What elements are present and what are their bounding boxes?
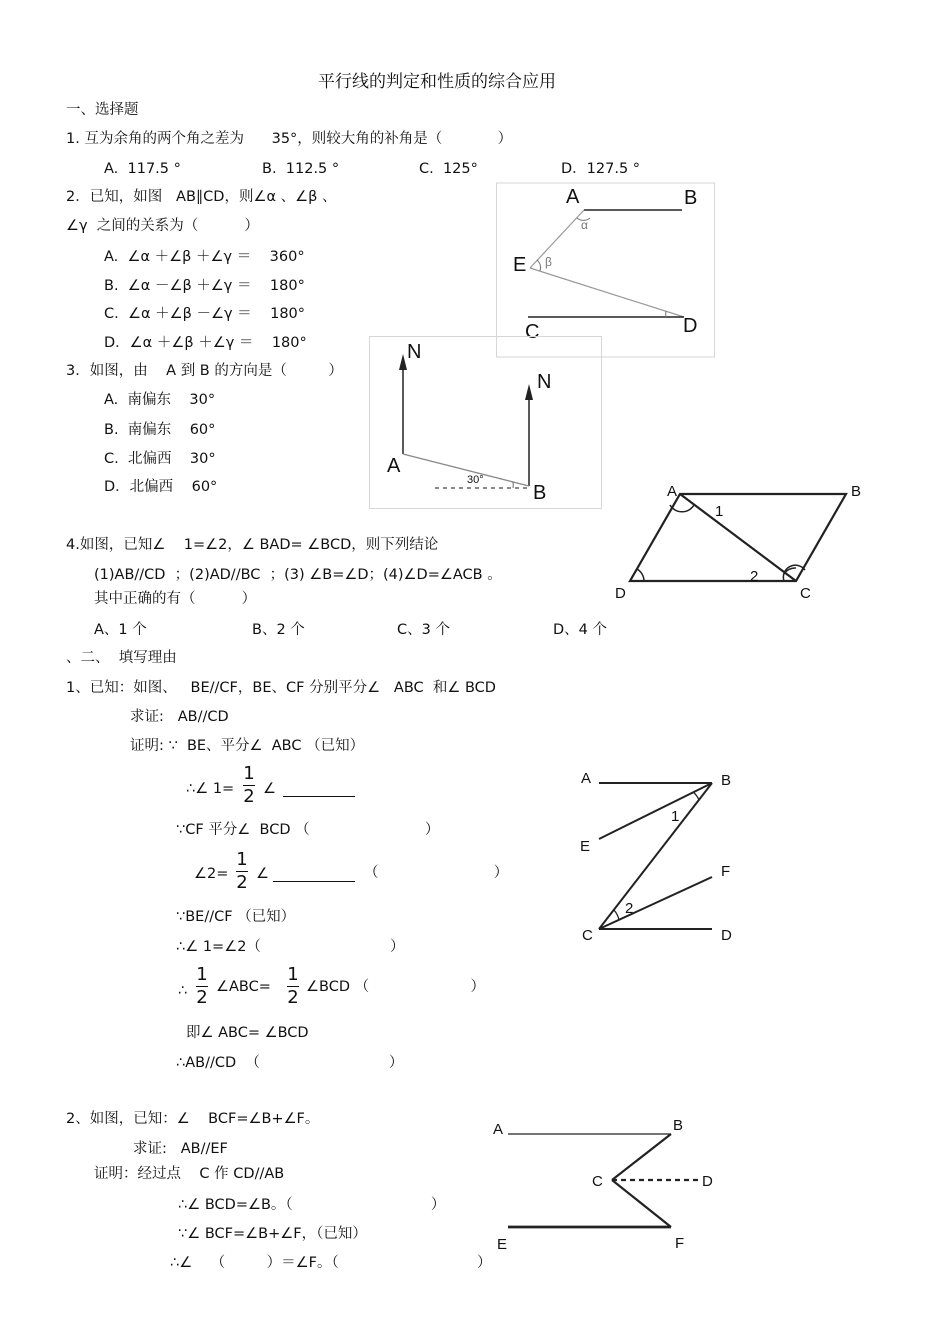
q4-stem: 4.如图，已知∠ 1=∠2，∠ BAD= ∠BCD，则下列结论 (66, 537, 439, 553)
q4-option-c: C、3 个 (397, 622, 450, 638)
section-heading-choice: 一、选择题 (66, 102, 139, 118)
q2-option-b: B. ∠α －∠β ＋∠γ ＝ 180° (104, 278, 305, 294)
q1-option-c: C. 125° (419, 161, 478, 177)
p1-label-f: F (721, 863, 731, 880)
q2-label-c: C (525, 321, 540, 343)
q4-label-2: 2 (750, 568, 759, 585)
p1-step1-prefix: ∴∠ 1= (186, 781, 235, 797)
p2-label-b: B (673, 1117, 684, 1134)
q2-stem-line1: 2．已知，如图 AB∥CD，则∠α 、∠β 、 (66, 189, 337, 205)
p2-stem: 2、如图，已知：∠ BCF=∠B+∠F。 (66, 1111, 320, 1127)
p1-step1-angle: ∠ (263, 781, 276, 797)
p1-label-e: E (580, 838, 591, 855)
q2-option-d: D．∠α ＋∠β ＋∠γ ＝ 180° (104, 335, 307, 351)
q3-label-n-left: N (407, 341, 422, 363)
q2-option-a: A. ∠α ＋∠β ＋∠γ ＝ 360° (104, 249, 305, 265)
p1-step3-reason: （ ） (364, 865, 509, 881)
q4-figure (610, 478, 870, 608)
q2-label-e: E (513, 254, 527, 276)
p1-step6-middle: ∠ABC= (216, 979, 271, 995)
p1-step6-half-right: 1 2 (287, 964, 299, 1008)
p1-label-2: 2 (625, 900, 634, 917)
q2-label-b: B (684, 187, 698, 209)
p2-label-a: A (493, 1121, 504, 1138)
q3-option-c: C. 北偏西 30° (104, 451, 216, 467)
p2-step1: ∴∠ BCD=∠B。（ ） (178, 1197, 446, 1213)
p1-step3-angle: ∠ (256, 866, 269, 882)
q3-label-a: A (387, 455, 401, 477)
q3-label-n-right: N (537, 371, 552, 393)
p1-label-1: 1 (671, 808, 680, 825)
p1-step6-prefix: ∴ (178, 983, 188, 999)
p1-stem: 1、已知：如图、 BE//CF，BE、CF 分别平分∠ ABC 和∠ BCD (66, 680, 496, 696)
page-title: 平行线的判定和性质的综合应用 (318, 72, 556, 92)
p1-step1-half: 1 2 (243, 763, 255, 807)
q4-ask: 其中正确的有（ ） (94, 591, 257, 607)
p1-step3-blank[interactable] (273, 881, 355, 882)
q3-option-b: B. 南偏东 60° (104, 422, 216, 438)
q3-option-a: A. 南偏东 30° (104, 392, 216, 408)
q2-option-c: C. ∠α ＋∠β －∠γ ＝ 180° (104, 306, 306, 322)
q1-stem: 1. 互为余角的两个角之差为 35°，则较大角的补角是（ ） (66, 131, 513, 147)
p1-figure (575, 763, 745, 948)
p1-step3-half: 1 2 (236, 849, 248, 893)
p1-step1-blank[interactable] (283, 796, 355, 797)
p1-step6-half-left: 1 2 (196, 964, 208, 1008)
p2-prove: 求证: AB//EF (133, 1141, 228, 1157)
q2-stem-line2: ∠γ 之间的关系为（ ） (66, 218, 259, 234)
q4-option-a: A、1 个 (94, 622, 147, 638)
q2-label-a: A (566, 186, 580, 208)
q4-option-d: D、4 个 (553, 622, 607, 638)
p2-step2: ∵∠ BCF=∠B+∠F，（已知） (178, 1226, 367, 1242)
q4-label-1: 1 (715, 503, 724, 520)
p1-prove: 求证: AB//CD (130, 709, 229, 725)
p1-step5: ∴∠ 1=∠2（ ） (176, 939, 405, 955)
q1-option-b: B. 112.5 ° (262, 161, 340, 177)
p2-figure (490, 1112, 720, 1257)
q3-stem: 3．如图，由 A 到 B 的方向是（ ） (66, 363, 343, 379)
p1-step6-suffix: ∠BCD （ ） (306, 979, 485, 995)
p1-step7: 即∠ ABC= ∠BCD (186, 1025, 309, 1041)
q3-figure (369, 336, 603, 510)
section-heading-reasons: 、二、 填写理由 (66, 650, 177, 666)
q3-label-angle: 30° (467, 474, 484, 486)
p1-label-d: D (721, 927, 732, 944)
p1-step3-prefix: ∠2= (194, 866, 229, 882)
q4-option-b: B、2 个 (252, 622, 305, 638)
p1-step2: ∵CF 平分∠ BCD （ ） (176, 822, 440, 838)
p2-step3: ∴∠ （ ）＝∠F。（ ） (170, 1255, 492, 1271)
p2-label-c: C (592, 1173, 603, 1190)
q1-option-a: A. 117.5 ° (104, 161, 181, 177)
p1-proof-start: 证明: ∵ BE、平分∠ ABC （已知） (130, 738, 365, 754)
q2-label-d: D (683, 315, 698, 337)
p2-label-d: D (702, 1173, 713, 1190)
q3-label-b: B (533, 482, 547, 504)
p2-proof-start: 证明：经过点 C 作 CD//AB (94, 1166, 285, 1182)
p2-label-e: E (497, 1236, 508, 1253)
p1-label-a: A (581, 770, 592, 787)
p1-label-c: C (582, 927, 593, 944)
p1-label-b: B (721, 772, 732, 789)
q4-statements: (1)AB//CD ；(2)AD//BC ；(3) ∠B=∠D；(4)∠D=∠ACB 。 (94, 567, 502, 583)
q4-label-a: A (667, 483, 678, 500)
q4-label-b: B (851, 483, 862, 500)
q4-label-c: C (800, 585, 811, 602)
q2-label-beta: β (545, 255, 552, 269)
q2-label-alpha: α (581, 218, 588, 232)
p2-label-f: F (675, 1235, 685, 1252)
q1-option-d: D．127.5 ° (561, 161, 641, 177)
p1-step8: ∴AB//CD （ ） (176, 1055, 404, 1071)
q2-figure (496, 180, 716, 358)
p1-step4: ∵BE//CF （已知） (176, 909, 296, 925)
q3-option-d: D．北偏西 60° (104, 479, 218, 495)
q4-label-d: D (615, 585, 626, 602)
